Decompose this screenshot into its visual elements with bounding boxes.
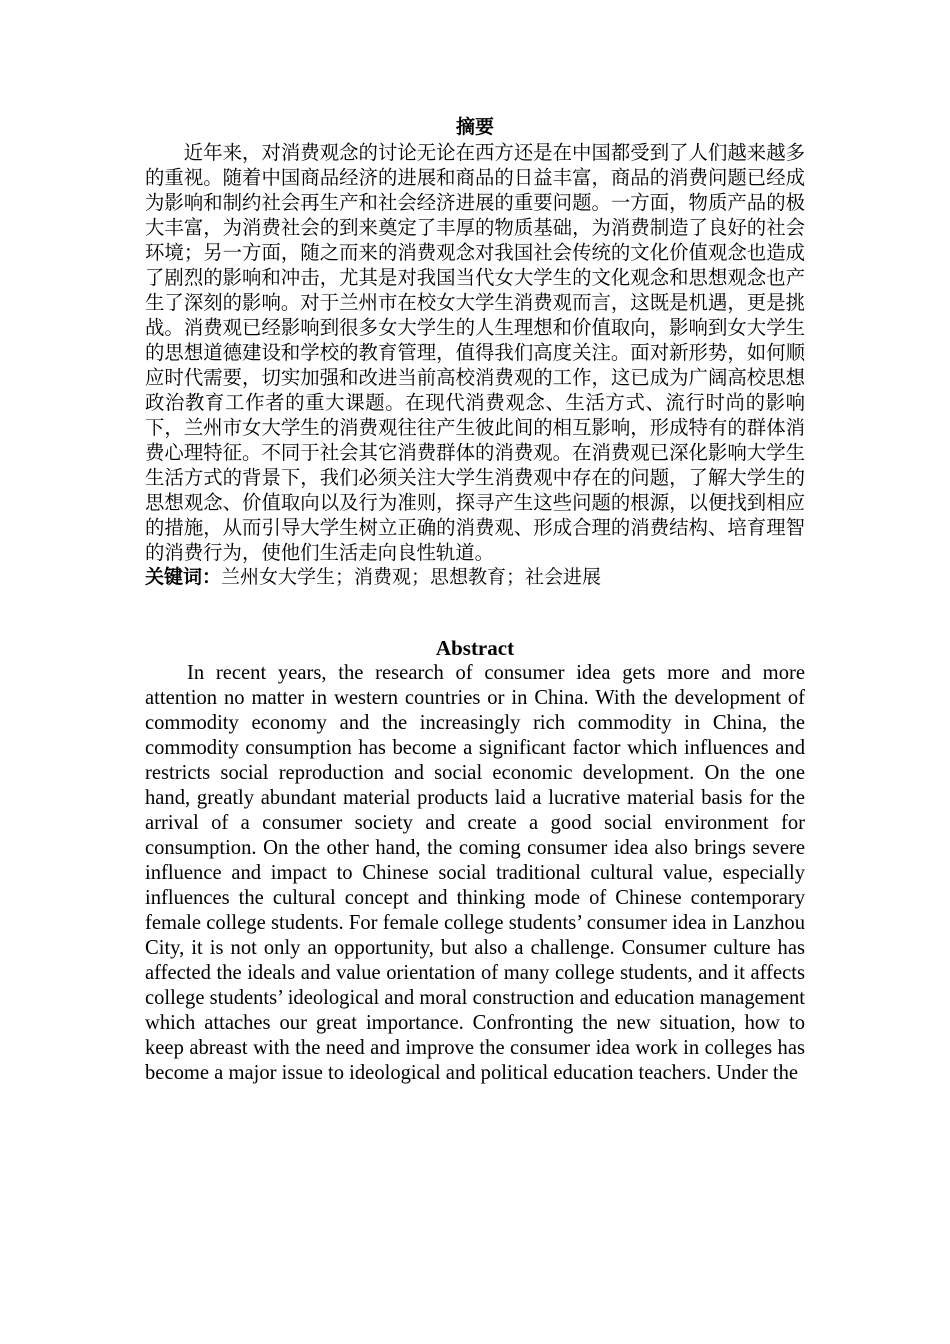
english-abstract-body: In recent years, the research of consumer idea gets more and more attention no matter in western countries or in China. With the development of commodity economy and the increasingly rich commodity in China, the commodity consumption has become a significant factor which influences and restricts social reproduction and social economic development. On the one hand, greatly abundant material products laid a lucrative material basis for the arrival of a consumer society and create a good social environment for consumption. On the other hand, the coming consumer idea also brings severe influence and impact to Chinese social traditional cultural value, especially influences the cultural concept and thinking mode of Chinese contemporary female college students. For female college students’ consumer idea in Lanzhou City, it is not only an opportunity, but also a challenge. Consumer culture has affected the ideals and value orientation of many college students, and it affects college students’ ideological and moral construction and education management which attaches our great importance. Confronting the new situation, how to keep abreast with the need and improve the consumer idea work in colleges has become a major issue to ideological and political education teachers. Under the <box>145 662 805 1084</box>
keywords-text: 兰州女大学生；消费观；思想教育；社会进展 <box>221 566 602 588</box>
chinese-abstract <box>145 115 805 590</box>
english-abstract-title: Abstract <box>435 636 515 660</box>
chinese-keywords <box>145 565 805 590</box>
document-page <box>145 115 805 1086</box>
chinese-abstract-body: 近年来，对消费观念的讨论无论在西方还是在中国都受到了人们越来越多的重视。随着中国商品经济的进展和商品的日益丰富，商品的消费问题已经成为影响和制约社会再生产和社会经济进展的重要问题。一方面，物质产品的极大丰富，为消费社会的到来奠定了丰厚的物质基础，为消费制造了良好的社会环境；另一方面，随之而来的消费观念对我国社会传统的文化价值观念也造成了剧烈的影响和冲击，尤其是对我国当代女大学生的文化观念和思想观念也产生了深刻的影响。对于兰州市在校女大学生消费观而言，这既是机遇，更是挑战。消费观已经影响到很多女大学生的人生理想和价值取向，影响到女大学生的思想道德建设和学校的教育管理，值得我们高度关注。面对新形势，如何顺应时代需要，切实加强和改进当前高校消费观的工作，这已成为广阔高校思想政治教育工作者的重大课题。在现代消费观念、生活方式、流行时尚的影响下，兰州市女大学生的消费观往往产生彼此间的相互影响，形成特有的群体消费心理特征。不同于社会其它消费群体的消费观。在消费观已深化影响大学生生活方式的背景下，我们必须关注大学生消费观中存在的问题，了解大学生的思想观念、价值取向以及行为准则，探寻产生这些问题的根源，以便找到相应的措施，从而引导大学生树立正确的消费观、形成合理的消费结构、培育理智的消费行为，使他们生活走向良性轨道。 <box>145 141 805 564</box>
chinese-abstract-title: 摘要 <box>455 116 494 138</box>
english-abstract <box>145 636 805 1086</box>
keywords-label: 关键词： <box>145 566 222 588</box>
